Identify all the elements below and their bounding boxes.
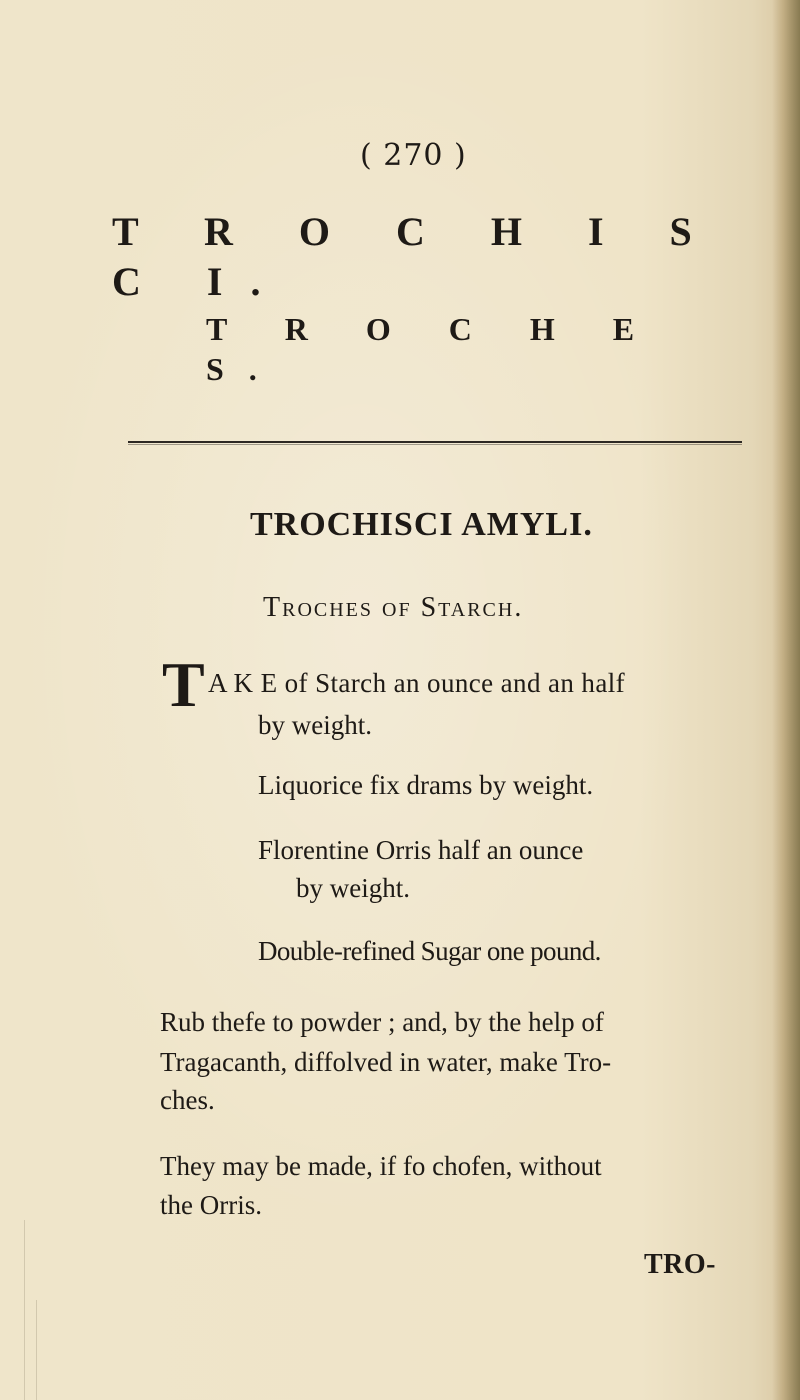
- instruction-line-2: Tragacanth, diffolved in water, make Tro-: [160, 1047, 612, 1077]
- paper-crease-2: [36, 1300, 37, 1400]
- recipe-subtitle: Troches of Starch.: [263, 592, 524, 623]
- page-edge-shadow: [772, 0, 800, 1400]
- recipe-intro-line: A K E of Starch an ounce and an half: [208, 668, 626, 698]
- ingredient-orris: Florentine Orris half an ounce: [258, 835, 584, 865]
- ingredient-liquorice: Liquorice fix drams by weight.: [258, 770, 594, 800]
- instruction-line-3: ches.: [160, 1085, 215, 1115]
- instruction-line-1: Rub thefe to powder ; and, by the help of: [160, 1007, 604, 1037]
- latin-title: T R O C H I S C I.: [112, 209, 720, 304]
- ingredient-orris-continuation: by weight.: [296, 873, 410, 903]
- english-title: T R O C H E S.: [206, 311, 660, 387]
- drop-cap: T: [162, 649, 205, 720]
- note-line-2: the Orris.: [160, 1190, 262, 1220]
- recipe-intro-continuation: by weight.: [258, 710, 372, 740]
- section-divider: [128, 441, 742, 443]
- note-line-1: They may be made, if fo chofen, without: [160, 1151, 602, 1181]
- ingredient-sugar: Double-refined Sugar one pound.: [258, 936, 601, 966]
- catchword: TRO-: [644, 1249, 716, 1280]
- recipe-title: TROCHISCI AMYLI.: [250, 506, 593, 543]
- page-number: ( 270 ): [360, 138, 467, 173]
- paper-crease-1: [24, 1220, 25, 1400]
